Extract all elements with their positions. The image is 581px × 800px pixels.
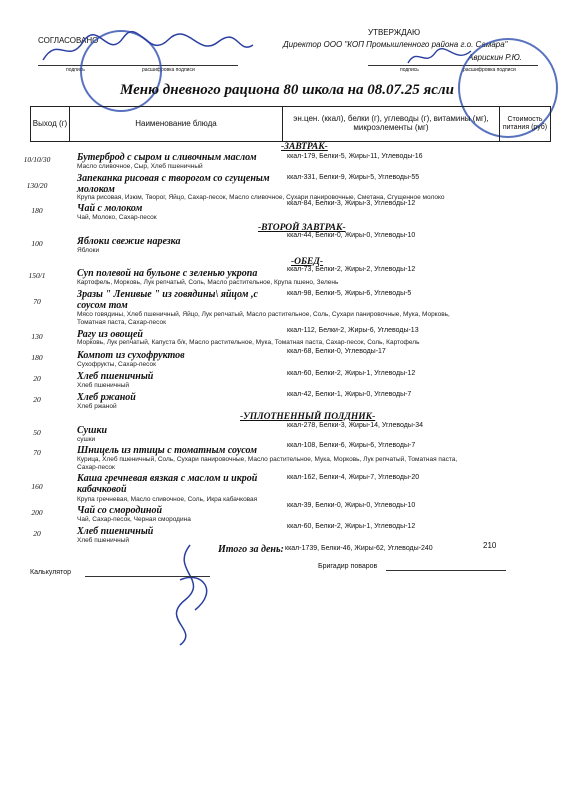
col-name: Наименование блюда bbox=[69, 106, 283, 142]
row-nutrition: ккал-60, Белки-2, Жиры-1, Углеводы-12 bbox=[287, 523, 416, 530]
row-nutrition: ккал-42, Белки-1, Жиры-0, Углеводы-7 bbox=[287, 391, 412, 398]
page-title: Меню дневного рациона 80 школа на 08.07.25 ясли bbox=[120, 82, 454, 98]
row-nutrition: ккал-73, Белки-2, Жиры-2, Углеводы-12 bbox=[287, 266, 416, 273]
row-ingredients: Яблоки bbox=[77, 247, 100, 254]
row-output: 160 bbox=[31, 482, 43, 491]
row-ingredients: Крупа рисовая, Изюм, Творог, Яйцо, Сахар-песок, Масло сливочное, Сухари панировочные, Сметана, Сгущенное молоко bbox=[77, 194, 445, 201]
row-nutrition: ккал-162, Белки-4, Жиры-7, Углеводы-20 bbox=[287, 474, 420, 481]
row-output: 180 bbox=[31, 353, 43, 362]
row-ingredients: Курица, Хлеб пшеничный, Соль, Сухари панировочные, Масло растительное, Мука, Морковь, Лук репчатый, Томатная паста, Сахар-песок bbox=[77, 456, 458, 471]
decode-caption-left: расшифровка подписи bbox=[142, 67, 195, 73]
row-dish: Суп полевой на бульоне с зеленью укропа bbox=[77, 268, 258, 279]
row-dish: Яблоки свежие нарезка bbox=[77, 236, 181, 247]
row-dish: Чай с молоком bbox=[77, 203, 143, 214]
row-dish: Шницель из птицы с томатным соусом bbox=[77, 445, 257, 456]
approved-label: УТВЕРЖДАЮ bbox=[368, 28, 421, 37]
row-dish: Хлеб пшеничный bbox=[77, 526, 154, 537]
row-nutrition: ккал-331, Белки-9, Жиры-5, Углеводы-55 bbox=[287, 174, 420, 181]
row-output: 70 bbox=[33, 297, 41, 306]
row-output: 50 bbox=[33, 428, 41, 437]
col-energy: эн.цен. (ккал), белки (г), углеводы (г), витамины (мг), микроэлементы (мг) bbox=[282, 106, 500, 142]
chef-line bbox=[386, 570, 506, 571]
row-output: 10/10/30 bbox=[23, 155, 51, 164]
row-dish: Каша гречневая вязкая с маслом и икрой кабачковой bbox=[77, 473, 258, 495]
row-nutrition: ккал-39, Белки-0, Жиры-0, Углеводы-10 bbox=[287, 502, 416, 509]
row-ingredients: Мясо говядины, Хлеб пшеничный, Яйцо, Лук репчатый, Масло растительное, Соль, Сухари панировочные, Мука, Морковь, Томатная паста, Сахар-песок bbox=[77, 311, 450, 326]
section-title: -ВТОРОЙ ЗАВТРАК- bbox=[258, 223, 346, 233]
col-output: Выход (г) bbox=[30, 106, 70, 142]
row-output: 20 bbox=[33, 395, 41, 404]
decode-caption-right: расшифровка подписи bbox=[463, 67, 516, 73]
row-output: 20 bbox=[33, 374, 41, 383]
row-output: 130/20 bbox=[26, 181, 48, 190]
row-output: 130 bbox=[31, 332, 43, 341]
row-ingredients: Хлеб пшеничный bbox=[77, 382, 130, 389]
row-dish: Чай со смородиной bbox=[77, 505, 163, 516]
section-title: -ОБЕД- bbox=[291, 257, 324, 267]
row-ingredients: Картофель, Морковь, Лук репчатый, Соль, Масло растительное, Крупа пшено, Зелень bbox=[77, 279, 339, 286]
row-output: 150/1 bbox=[28, 271, 46, 280]
row-output: 20 bbox=[33, 529, 41, 538]
chef-label: Бригадир поваров bbox=[318, 563, 378, 570]
row-dish: Хлеб ржаной bbox=[77, 392, 136, 403]
row-dish: Хлеб пшеничный bbox=[77, 371, 154, 382]
signature-caption-right: подпись bbox=[400, 67, 419, 73]
row-ingredients: Морковь, Лук репчатый, Капуста б/к, Масло растительное, Мука, Томатная паста, Сахар-песок, Соль, Картофель bbox=[77, 339, 420, 346]
section-title: -УПЛОТНЕННЫЙ ПОЛДНИК- bbox=[240, 412, 376, 422]
row-dish: Компот из сухофруктов bbox=[77, 350, 185, 361]
row-nutrition: ккал-179, Белки-5, Жиры-11, Углеводы-16 bbox=[287, 153, 423, 160]
director-line: Директор ООО "КОП Промышленного района г.о. Самара" bbox=[283, 40, 508, 49]
calculator-line bbox=[85, 576, 210, 577]
signature-scribble-right bbox=[405, 45, 475, 70]
signature-caption-left: подпись bbox=[66, 67, 85, 73]
row-output: 180 bbox=[31, 206, 43, 215]
row-ingredients: Хлеб пшеничный bbox=[77, 537, 130, 544]
section-title: -ЗАВТРАК- bbox=[281, 142, 328, 152]
total-label: Итого за день: bbox=[218, 544, 284, 555]
col-cost: Стоимость питания (руб) bbox=[499, 106, 551, 142]
row-dish: Сушки bbox=[77, 425, 108, 436]
row-dish: Рагу из овощей bbox=[77, 329, 143, 340]
signature-scribble-top bbox=[38, 30, 258, 70]
agreed-label: СОГЛАСОВАНО bbox=[38, 36, 99, 45]
row-dish: Зразы " Ленивые " из говядины\ яйцом ,с соусом том bbox=[77, 289, 258, 311]
row-ingredients: Крупа гречневая, Масло сливочное, Соль, Икра кабачковая bbox=[77, 496, 258, 503]
signature-scribble-bottom bbox=[160, 540, 230, 650]
row-nutrition: ккал-44, Белки-0, Жиры-0, Углеводы-10 bbox=[287, 232, 416, 239]
total-nutrition: ккал-1739, Белки-46, Жиры-62, Углеводы-240 bbox=[285, 545, 433, 552]
row-ingredients: Хлеб ржаной bbox=[77, 403, 117, 410]
row-ingredients: Масло сливочное, Сыр, Хлеб пшеничный bbox=[77, 163, 203, 170]
row-nutrition: ккал-278, Белки-3, Жиры-14, Углеводы-34 bbox=[287, 422, 424, 429]
row-dish: Бутерброд с сыром и сливочным маслом bbox=[77, 152, 257, 163]
row-nutrition: ккал-112, Белки-2, Жиры-6, Углеводы-13 bbox=[287, 327, 419, 334]
row-output: 200 bbox=[31, 508, 43, 517]
row-nutrition: ккал-98, Белки-5, Жиры-6, Углеводы-5 bbox=[287, 290, 412, 297]
row-nutrition: ккал-84, Белки-3, Жиры-3, Углеводы-12 bbox=[287, 200, 416, 207]
row-nutrition: ккал-60, Белки-2, Жиры-1, Углеводы-12 bbox=[287, 370, 416, 377]
row-ingredients: Чай, Сахар-песок, Черная смородина bbox=[77, 516, 191, 523]
row-nutrition: ккал-108, Белки-6, Жиры-6, Углеводы-7 bbox=[287, 442, 416, 449]
row-dish: Запеканка рисовая с творогом со сгущеным молоком bbox=[77, 173, 270, 195]
calculator-label: Калькулятор bbox=[30, 569, 71, 576]
row-output: 70 bbox=[33, 448, 41, 457]
total-cost: 210 bbox=[483, 541, 497, 550]
row-ingredients: сушки bbox=[77, 436, 96, 443]
row-nutrition: ккал-68, Белки-0, Углеводы-17 bbox=[287, 348, 386, 355]
row-output: 100 bbox=[31, 239, 43, 248]
row-ingredients: Сухофрукты, Сахар-песок bbox=[77, 361, 156, 368]
row-ingredients: Чай, Молоко, Сахар-песок bbox=[77, 214, 157, 221]
director-name: Аврискин Р.Ю. bbox=[468, 53, 522, 62]
